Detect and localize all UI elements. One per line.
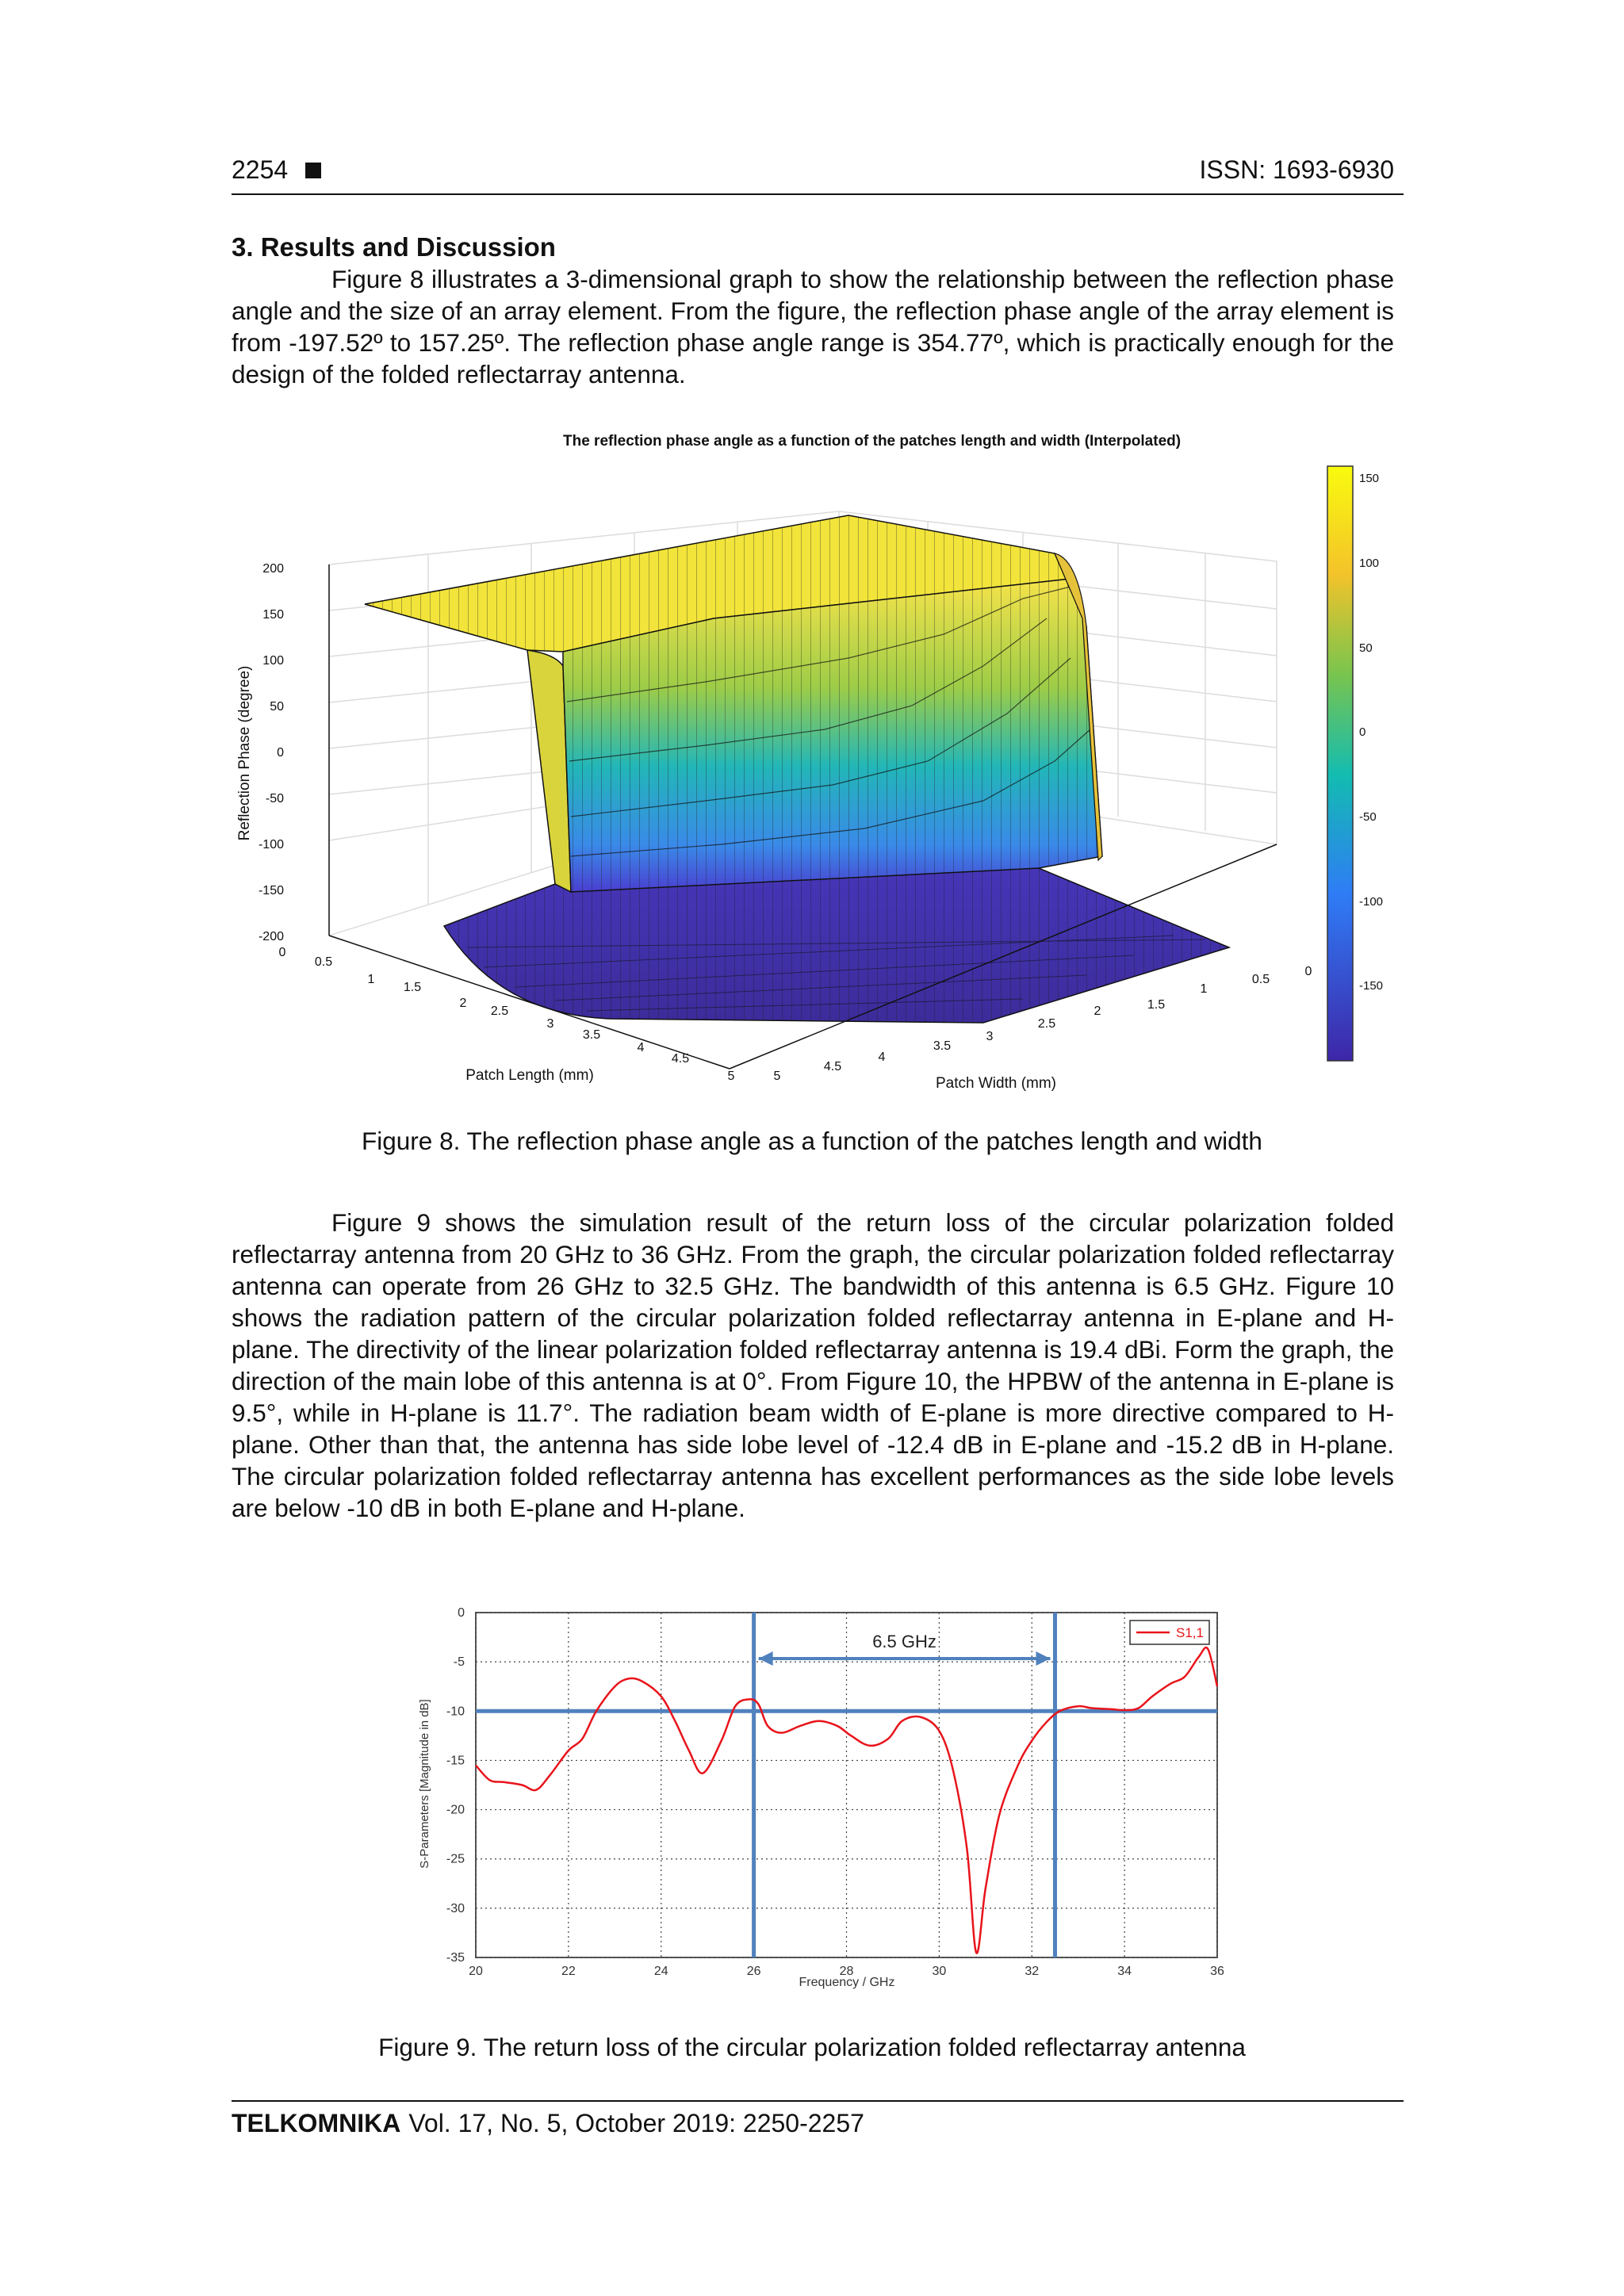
y-tick: 3	[986, 1030, 994, 1043]
y-tick: 0.5	[1251, 973, 1270, 986]
y-tick: 4	[878, 1050, 886, 1064]
colorbar-tick: -150	[1359, 979, 1384, 993]
figure-8-caption: Figure 8. The reflection phase angle as a function of the patches length and width	[362, 1127, 1262, 1155]
footer-details: Vol. 17, No. 5, October 2019: 2250-2257	[408, 2109, 864, 2137]
paragraph-1	[232, 263, 1394, 390]
colorbar-tick: 150	[1359, 472, 1380, 485]
y-tick: 0	[1304, 965, 1312, 978]
z-tick: -100	[258, 838, 284, 851]
y-tick: 4.5	[823, 1060, 842, 1073]
figure-9-return-loss-chart	[412, 1594, 1237, 2006]
z-tick: 50	[270, 700, 284, 714]
x-tick: 30	[932, 1965, 947, 1978]
issn: ISSN: 1693-6930	[1199, 155, 1394, 184]
footer	[232, 2109, 864, 2138]
figure-9-caption: Figure 9. The return loss of the circular polarization folded reflectarray antenna	[378, 2033, 1246, 2061]
x-tick: 0	[278, 946, 286, 959]
x-tick: 20	[469, 1965, 483, 1978]
y-tick: 3.5	[933, 1039, 952, 1053]
header-rule	[232, 193, 1404, 195]
y-tick: 5	[773, 1070, 781, 1083]
z-tick: -150	[258, 884, 284, 897]
x-tick: 3.5	[582, 1028, 601, 1042]
legend-label: S1,1	[1176, 1625, 1204, 1640]
paragraph-1-text: Figure 8 illustrates a 3-dimensional graph to show the relationship between the reflection phase angle and the size of an array element. From the figure, the reflection phase angle of the array element is from -197.52º to 157.25º. The reflection phase angle range is 354.77º, which is practically enough for the design of the folded reflectarray antenna.	[232, 265, 1394, 388]
footer-journal: TELKOMNIKA	[232, 2109, 401, 2137]
colorbar	[1327, 466, 1353, 1061]
y-tick: -35	[446, 1951, 465, 1965]
paragraph-2-text: Figure 9 shows the simulation result of the return loss of the circular polarization folded reflectarray antenna from 20 GHz to 36 GHz. From the graph, the circular polarization folded reflectarray antenna can operate from 26 GHz to 32.5 GHz. The bandwidth of this antenna is 6.5 GHz. Figure 10 shows the radiation pattern of the circular polarization folded reflectarray antenna in E-plane and H-plane. The directivity of the linear polarization folded reflectarray antenna is 19.4 dBi. Form the graph, the direction of the main lobe of this antenna is at 0°. From Figure 10, the HPBW of the antenna in E-plane is 9.5°, while in H-plane is 11.7°. The radiation beam width of E-plane is more directive compared to H-plane. Other than that, the antenna has side lobe level of -12.4 dB in E-plane and -15.2 dB in H-plane. The circular polarization folded reflectarray antenna has excellent performances as the side lobe levels are below -10 dB in both E-plane and H-plane.	[232, 1208, 1394, 1522]
x-tick: 28	[839, 1965, 854, 1978]
colorbar-tick: -50	[1359, 810, 1377, 824]
z-tick: 150	[262, 608, 284, 622]
y-tick: -15	[446, 1754, 465, 1768]
colorbar-tick: -100	[1359, 895, 1384, 909]
x-tick: 4.5	[671, 1052, 690, 1066]
page-number-text: 2254	[232, 155, 289, 184]
x-tick: 26	[746, 1965, 761, 1978]
z-tick: 200	[262, 562, 284, 576]
x-tick: 1.5	[403, 981, 422, 994]
section-heading: 3. Results and Discussion	[232, 232, 556, 262]
y-tick: 2.5	[1037, 1017, 1056, 1031]
y-axis-label: Patch Width (mm)	[935, 1075, 1057, 1092]
y-axis-ticks	[446, 1606, 465, 1965]
y-axis-label: S-Parameters [Magnitude in dB]	[418, 1699, 431, 1869]
paragraph-2	[232, 1207, 1394, 1524]
legend	[1130, 1621, 1209, 1644]
x-tick: 36	[1210, 1965, 1224, 1978]
surface-floor-mesh	[444, 868, 1229, 1023]
y-tick: 1.5	[1147, 998, 1166, 1012]
z-tick: -200	[258, 930, 284, 943]
x-tick: 2	[459, 997, 467, 1010]
colorbar-ticks	[1359, 472, 1383, 993]
x-tick: 34	[1117, 1965, 1132, 1978]
y-tick: 1	[1200, 982, 1208, 996]
square-bullet-icon	[305, 163, 321, 178]
x-tick: 4	[637, 1041, 645, 1054]
x-tick: 3	[546, 1017, 554, 1031]
figure-8-title: The reflection phase angle as a function of the patches length and width (Interpolated)	[563, 433, 1182, 450]
footer-rule	[232, 2100, 1404, 2102]
x-axis-label: Frequency / GHz	[799, 1976, 895, 1989]
x-tick: 2.5	[490, 1004, 509, 1018]
figure-8-surface-plot	[230, 428, 1396, 1110]
z-axis-ticks	[259, 562, 284, 943]
colorbar-tick: 0	[1359, 725, 1366, 739]
y-tick: 0	[458, 1606, 465, 1620]
z-tick: 0	[277, 746, 284, 760]
colorbar-tick: 50	[1359, 641, 1373, 655]
x-tick: 24	[653, 1965, 668, 1978]
colorbar-tick: 100	[1359, 557, 1380, 570]
page-number	[232, 155, 321, 185]
z-axis-label: Reflection Phase (degree)	[236, 665, 253, 841]
x-tick: 32	[1025, 1965, 1040, 1978]
y-tick: -10	[446, 1705, 465, 1719]
y-tick: -20	[446, 1803, 465, 1817]
y-tick: -30	[446, 1901, 465, 1915]
x-tick: 1	[367, 973, 375, 986]
x-tick: 5	[727, 1070, 735, 1083]
y-tick: -5	[453, 1655, 465, 1670]
z-tick: 100	[262, 654, 284, 668]
y-tick: -25	[446, 1852, 465, 1866]
x-tick: 22	[561, 1965, 576, 1978]
x-tick: 0.5	[314, 955, 333, 969]
bandwidth-annotation: 6.5 GHz	[872, 1632, 936, 1651]
z-tick: -50	[265, 792, 284, 806]
x-axis-label: Patch Length (mm)	[465, 1067, 594, 1084]
y-tick: 2	[1094, 1004, 1101, 1018]
